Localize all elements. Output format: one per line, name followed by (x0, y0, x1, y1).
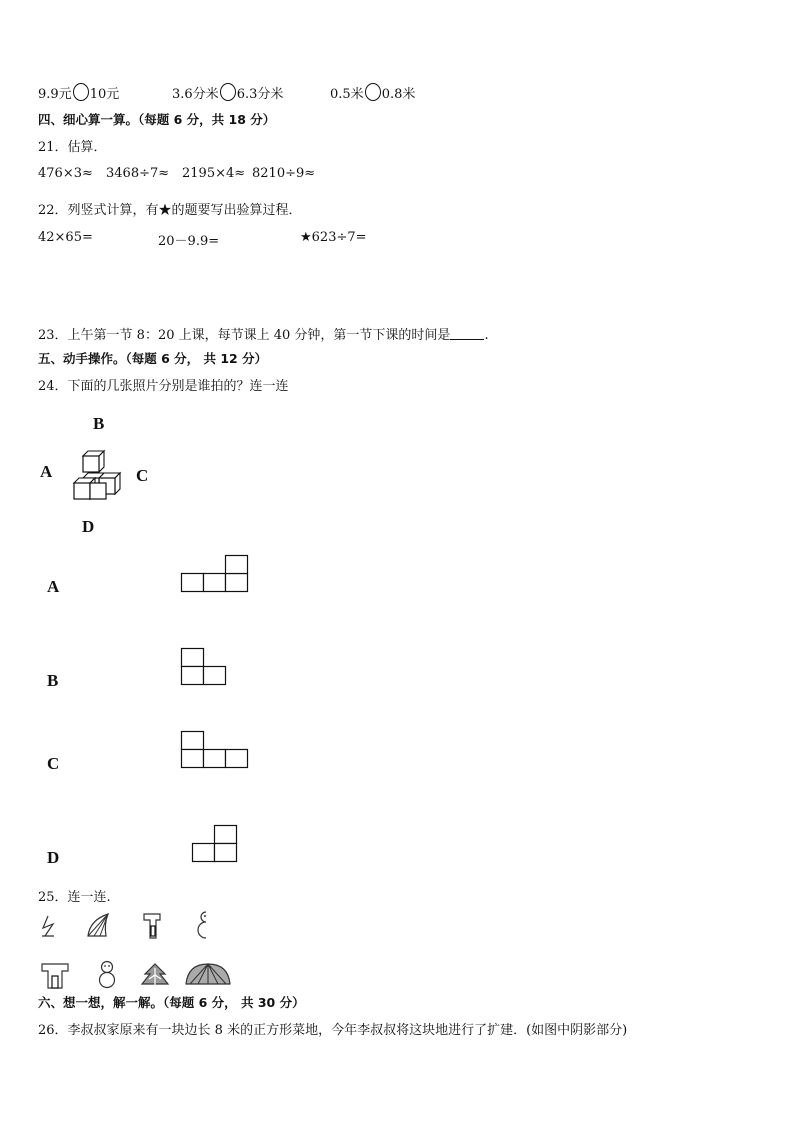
compare-right: 6.3分米 (236, 87, 284, 102)
q25-prompt: 25．连一连. (38, 890, 111, 905)
q22-item: 42×65= (38, 230, 93, 245)
photo-label-b: B (47, 671, 59, 690)
full-house-icon[interactable] (40, 962, 70, 990)
compare-circle[interactable] (365, 83, 381, 101)
viewer-label-b: B (93, 414, 105, 433)
q22-item: 20－9.9= (158, 234, 220, 249)
partial-umbrella-icon[interactable] (86, 912, 112, 938)
q21-prompt: 21．估算． (38, 140, 107, 155)
compare-left: 3.6分米 (172, 87, 219, 102)
q23-period: . (484, 328, 489, 343)
section-4-title: 四、细心算一算。（每题 6 分，共 18 分） (38, 112, 276, 127)
compare-left: 0.5米 (330, 87, 364, 102)
viewer-label-c: C (136, 466, 149, 485)
cube-stack-figure (70, 448, 122, 504)
view-shape-a[interactable] (181, 555, 249, 592)
view-shape-d[interactable] (192, 825, 238, 862)
photo-label-a: A (47, 577, 60, 596)
q23-text: 23．上午第一节 8：20 上课，每节课上 40 分钟，第一节下课的时间是 (38, 328, 451, 343)
q21-item: 476×3≈ (38, 166, 93, 181)
q22-prompt: 22．列竖式计算，有★的题要写出验算过程． (38, 203, 302, 218)
q21-item: 2195×4≈ (182, 166, 246, 181)
full-snowman-icon[interactable] (96, 960, 118, 990)
compare-item-2 (172, 83, 283, 102)
q21-item: 3468÷7≈ (106, 166, 170, 181)
q23-prompt (38, 324, 489, 343)
compare-item-3 (330, 83, 415, 102)
compare-circle[interactable] (73, 83, 89, 101)
q23-answer-blank[interactable] (450, 327, 484, 340)
partial-zigzag-icon[interactable] (40, 914, 58, 938)
compare-item-1 (38, 83, 119, 102)
compare-right: 0.8米 (381, 87, 416, 102)
compare-circle[interactable] (220, 83, 236, 101)
partial-snowman-icon[interactable] (196, 910, 212, 940)
photo-label-c: C (47, 754, 60, 773)
full-tree-icon[interactable] (140, 962, 170, 990)
section-6-title: 六、想一想，解一解。（每题 6 分， 共 30 分） (38, 995, 305, 1010)
view-shape-c[interactable] (181, 731, 249, 768)
viewer-label-a: A (40, 462, 53, 481)
q24-prompt: 24．下面的几张照片分别是谁拍的？连一连 (38, 379, 289, 394)
viewer-label-d: D (82, 517, 95, 536)
photo-label-d: D (47, 848, 60, 867)
q26-prompt: 26．李叔叔家原来有一块边长 8 米的正方形菜地，今年李叔叔将这块地进行了扩建．(如图中阴影部分) (38, 1023, 628, 1038)
compare-left: 9.9元 (38, 87, 72, 102)
q22-item: ★623÷7= (300, 230, 367, 245)
partial-house-icon[interactable] (142, 912, 162, 940)
q21-item: 8210÷9≈ (252, 166, 316, 181)
view-shape-b[interactable] (181, 648, 227, 685)
full-umbrella-icon[interactable] (184, 962, 232, 988)
compare-right: 10元 (89, 87, 120, 102)
section-5-title: 五、动手操作。（每题 6 分， 共 12 分） (38, 351, 268, 366)
